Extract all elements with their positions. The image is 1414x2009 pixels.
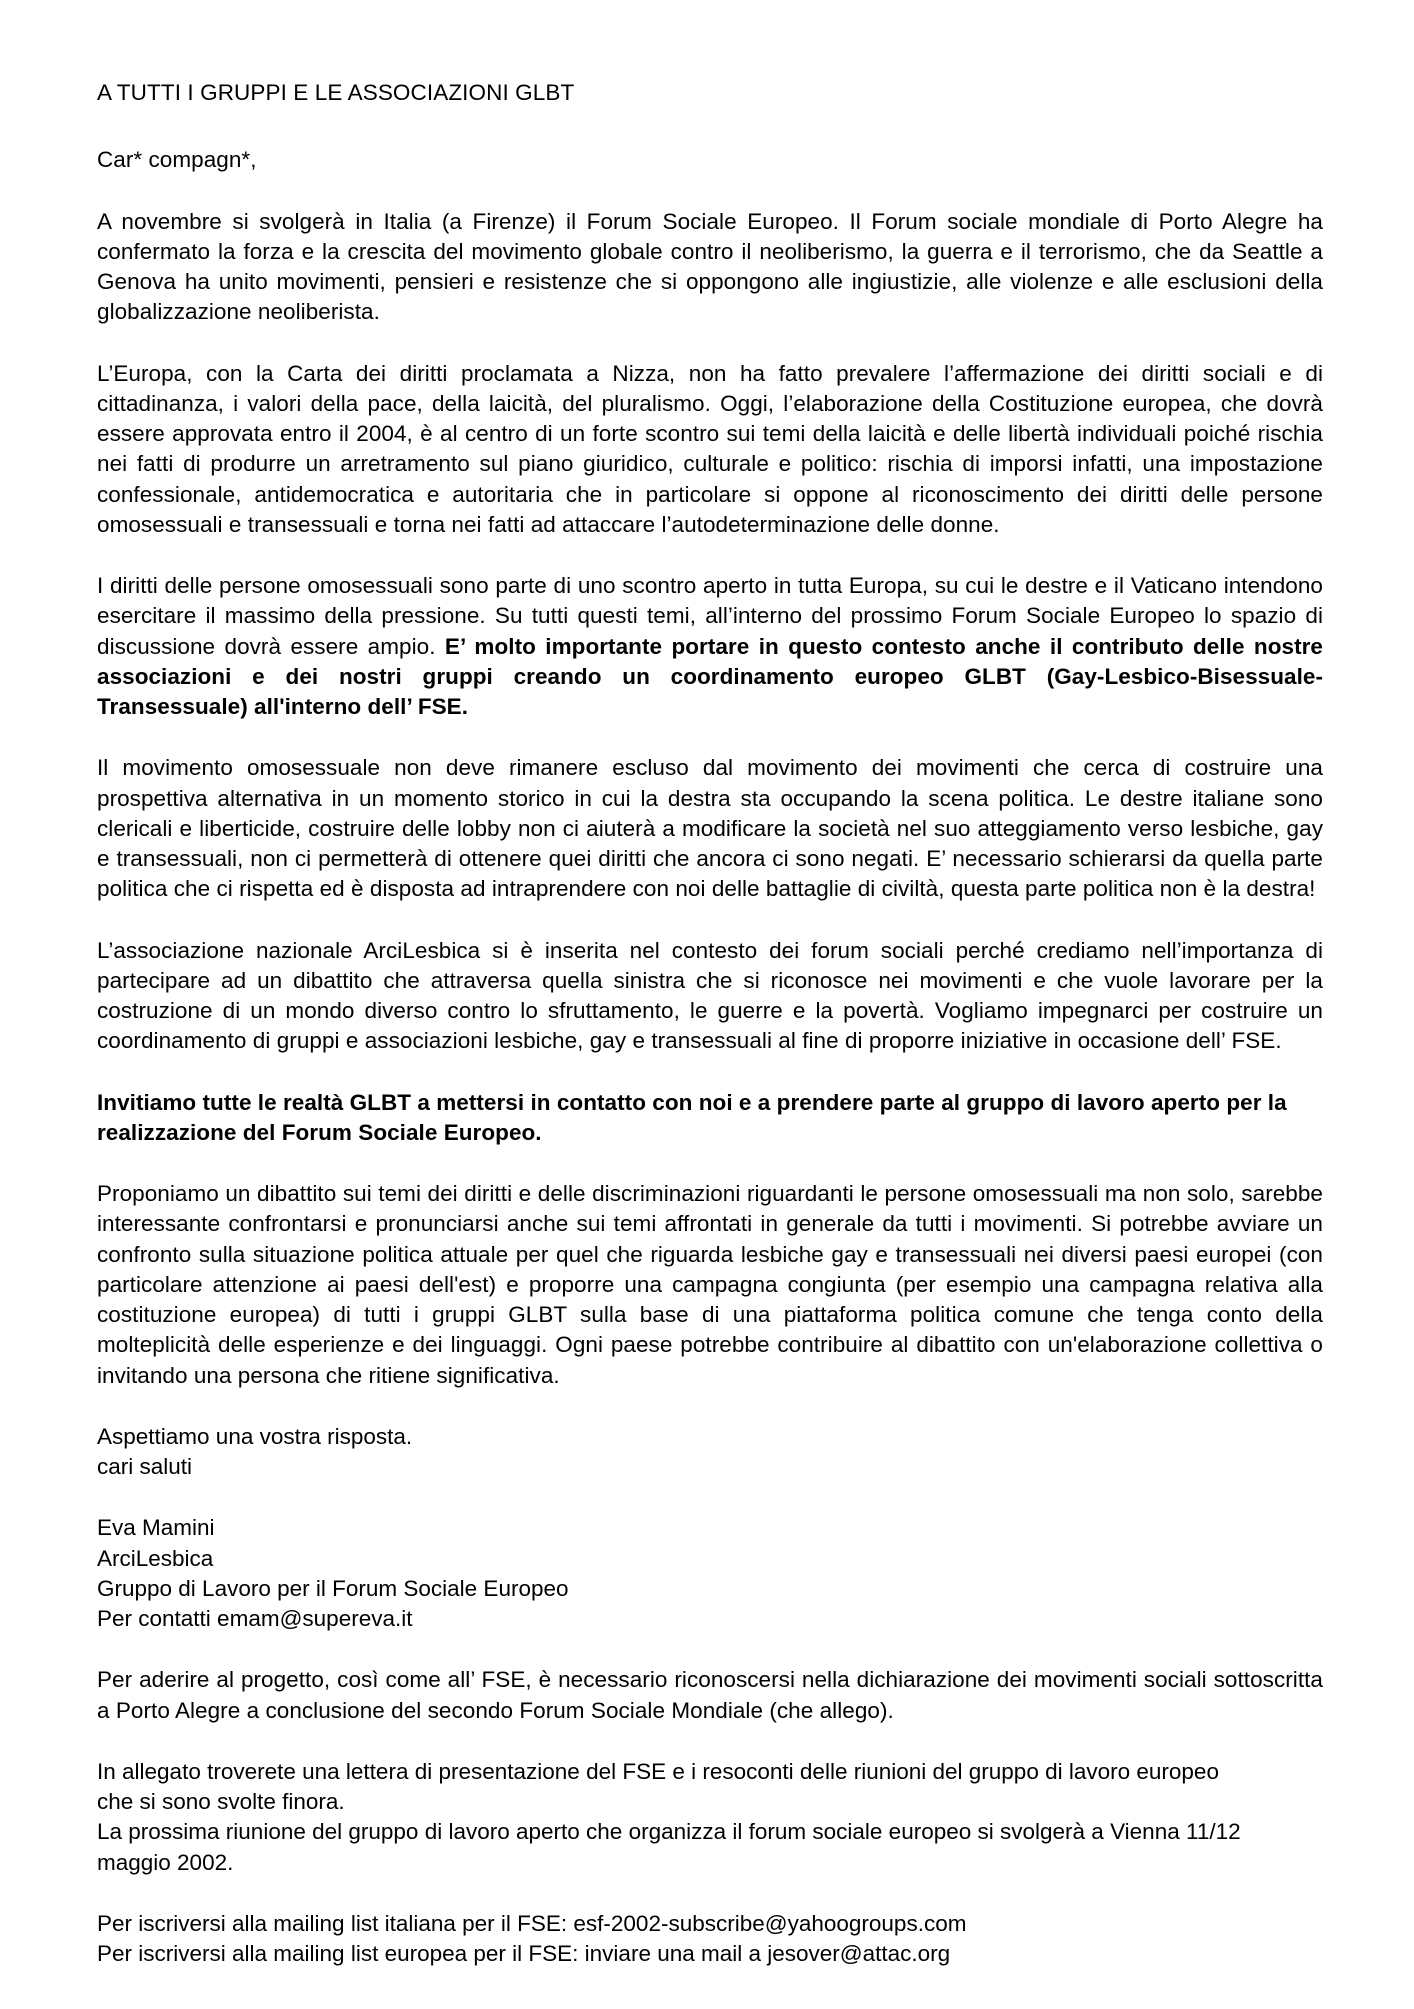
signature-contact-email: Per contatti emam@supereva.it <box>97 1606 413 1631</box>
signature-name: Eva Mamini <box>97 1515 215 1541</box>
salutation: Car* compagn*, <box>97 147 257 173</box>
mailing-list-europea: Per iscriversi alla mailing list europea per il FSE: inviare una mail a jesover@attac.org <box>97 1941 951 1966</box>
closing-line-saluti: cari saluti <box>97 1454 193 1479</box>
paragraph-proponiamo-dibattito: Proponiamo un dibattito sui temi dei diritti e delle discriminazioni riguardanti le persone omosessuali ma non solo, sarebbe interessante confrontarsi e pronunciarsi anche sui temi affrontati in generale da tutti i movimenti. Si potrebbe avviare un confronto sulla situazione politica attuale per quel che riguarda lesbiche gay e transessuali nei diversi paesi europei (con particolare attenzione ai paesi dell'est) e proporre una campagna congiunta (per esempio una campagna relativa alla costituzione europea) di tutti i gruppi GLBT sulla base di una piattaforma politica comune che tenga conto della molteplicità delle esperienze e dei linguaggi. Ogni paese potrebbe contribuire al dibattito con un'elaborazione collettiva o invitando una persona che ritiene significativa. <box>97 1181 1323 1388</box>
signature-role: Gruppo di Lavoro per il Forum Sociale Europeo <box>97 1575 569 1601</box>
paragraph-allegato-line-4: maggio 2002. <box>97 1849 234 1875</box>
paragraph-movimento-omosessuale: Il movimento omosessuale non deve rimanere escluso dal movimento dei movimenti che cerca di costruire una prospettiva alternativa in un momento storico in cui la destra sta occupando la scena politica. Le destre italiane sono clericali e liberticide, costruire delle lobby non ci aiuterà a modificare la società nel suo atteggiamento verso lesbiche, gay e transessuali, non ci permetterà di ottenere quei diritti che ancora ci sono negati. E’ necessario schierarsi da quella parte politica che ci rispetta ed è disposta ad intraprendere con noi delle battaglie di civiltà, questa parte politica non è la destra! <box>97 755 1323 902</box>
letter-body <box>97 78 1323 1969</box>
page-title: A TUTTI I GRUPPI E LE ASSOCIAZIONI GLBT <box>97 80 575 105</box>
signature-spacer <box>97 1482 1323 1513</box>
paragraph-adesione-progetto: Per aderire al progetto, così come all’ FSE, è necessario riconoscersi nella dichiarazione dei movimenti sociali sottoscritta a Porto Alegre a conclusione del secondo Forum Sociale Mondiale (che allego). <box>97 1667 1323 1723</box>
mailing-list-spacer <box>97 1878 1323 1909</box>
paragraph-invito-glbt: Invitiamo tutte le realtà GLBT a mettersi in contatto con noi e a prendere parte al gruppo di lavoro aperto per la realizzazione del Forum Sociale Europeo. <box>97 1089 1287 1145</box>
paragraph-allegato-line-3: La prossima riunione del gruppo di lavoro aperto che organizza il forum sociale europeo si svolgerà a Vienna 11/12 <box>97 1819 1241 1845</box>
paragraph-diritti-plain-text: I diritti delle persone omosessuali sono parte di uno scontro aperto in tutta Europa, su cui le destre e il Vaticano intendono esercitare il massimo della pressione. Su tutti questi temi, all’interno del prossimo Forum Sociale Europeo lo spazio di discussione dovrà essere ampio. <box>97 573 1323 659</box>
signature-organization: ArciLesbica <box>97 1545 214 1571</box>
paragraph-forum-sociale-europeo: A novembre si svolgerà in Italia (a Firenze) il Forum Sociale Europeo. Il Forum sociale mondiale di Porto Alegre ha confermato la forza e la crescita del movimento globale contro il neoliberismo, la guerra e il terrorismo, che da Seattle a Genova ha unito movimenti, pensieri e resistenze che si oppongono alle ingiustizie, alle violenze e alle esclusioni della globalizzazione neoliberista. <box>97 208 1323 325</box>
paragraph-europa-carta-diritti: L’Europa, con la Carta dei diritti proclamata a Nizza, non ha fatto prevalere l’affermazione dei diritti sociali e di cittadinanza, i valori della pace, della laicità, del pluralismo. Oggi, l’elaborazione della Costituzione europea, che dovrà essere approvata entro il 2004, è al centro di un forte scontro sui temi della laicità e delle libertà individuali poiché rischia nei fatti di produrre un arretramento sul piano giuridico, culturale e politico: rischia di imporsi infatti, una impostazione confessionale, antidemocratica e autoritaria che in particolare si oppone al riconoscimento dei diritti delle persone omosessuali e transessuali e torna nei fatti ad attaccare l’autodeterminazione delle donne. <box>97 360 1323 537</box>
paragraph-allegato-line-1: In allegato troverete una lettera di presentazione del FSE e i resoconti delle riunioni del gruppo di lavoro europeo <box>97 1758 1219 1784</box>
paragraph-allegato-line-2: che si sono svolte finora. <box>97 1789 345 1814</box>
post-signature-spacer <box>97 1634 1323 1665</box>
closing-line-risposta: Aspettiamo una vostra risposta. <box>97 1423 413 1449</box>
paragraph-diritti-bold-text: E’ molto importante portare in questo contesto anche il contributo delle nostre associazioni e dei nostri gruppi creando un coordinamento europeo GLBT (Gay-Lesbico-Bisessuale-Transessuale) all'interno dell’ FSE. <box>97 633 1323 719</box>
paragraph-diritti-persone-omosessuali <box>97 571 1323 722</box>
mailing-list-italiana: Per iscriversi alla mailing list italiana per il FSE: esf-2002-subscribe@yahoogroups.com <box>97 1910 967 1936</box>
paragraph-arcilesbica-forum-sociali: L’associazione nazionale ArciLesbica si è inserita nel contesto dei forum sociali perché crediamo nell’importanza di partecipare ad un dibattito che attraversa quella sinistra che si riconosce nei movimenti e che vuole lavorare per la costruzione di un mondo diverso contro lo sfruttamento, le guerre e la povertà. Vogliamo impegnarci per costruire un coordinamento di gruppi e associazioni lesbiche, gay e transessuali al fine di proporre iniziative in occasione dell’ FSE. <box>97 937 1323 1054</box>
